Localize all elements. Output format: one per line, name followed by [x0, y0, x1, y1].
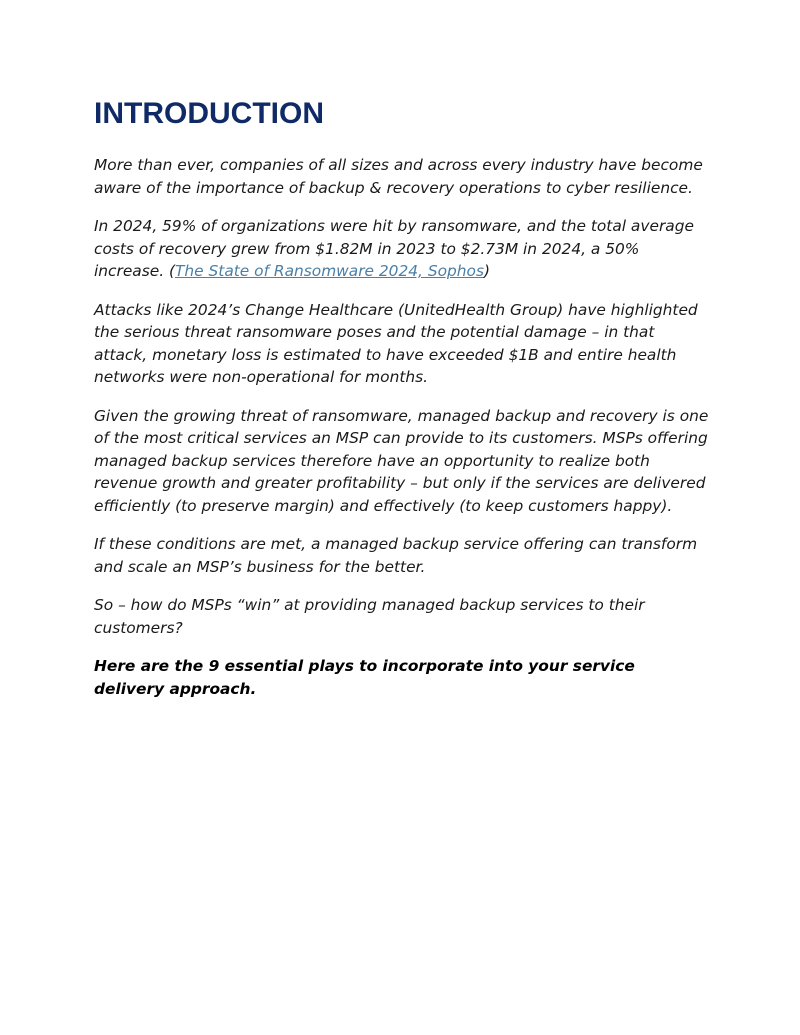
paragraph-ransomware-stats-close: ): [484, 262, 491, 280]
page-content: [94, 96, 710, 716]
paragraph-plays-lead: Here are the 9 essential plays to incorporate into your service delivery approach.: [94, 657, 635, 698]
paragraph-question: So – how do MSPs “win” at providing managed backup services to their customers?: [94, 596, 645, 637]
paragraph-ransomware-stats: [94, 215, 710, 283]
sophos-report-link[interactable]: The State of Ransomware 2024, Sophos: [175, 262, 484, 280]
paragraph-intro: More than ever, companies of all sizes and across every industry have become aware of the importance of backup & recovery operations to cyber resilience.: [94, 156, 703, 197]
paragraph-conditions: If these conditions are met, a managed backup service offering can transform and scale an MSP’s business for the better.: [94, 535, 698, 576]
paragraph-ransomware-stats-text: In 2024, 59% of organizations were hit by ransomware, and the total average costs of recovery grew from $1.82M in 2023 to $2.73M in 2024, a 50% increase. (: [94, 217, 694, 280]
paragraph-change-healthcare: Attacks like 2024’s Change Healthcare (UnitedHealth Group) have highlighted the serious threat ransomware poses and the potential damage – in that attack, monetary loss is estimated to have exceeded $1B and entire health networks were non-operational for months.: [94, 300, 698, 386]
paragraph-msp-opportunity: Given the growing threat of ransomware, managed backup and recovery is one of the most critical services an MSP can provide to its customers. MSPs offering managed backup services therefore have an opportunity to realize both revenue growth and greater profitability – but only if the services are delivered efficiently (to preserve margin) and effectively (to keep customers happy).: [94, 406, 709, 515]
page-title: INTRODUCTION: [94, 97, 324, 130]
